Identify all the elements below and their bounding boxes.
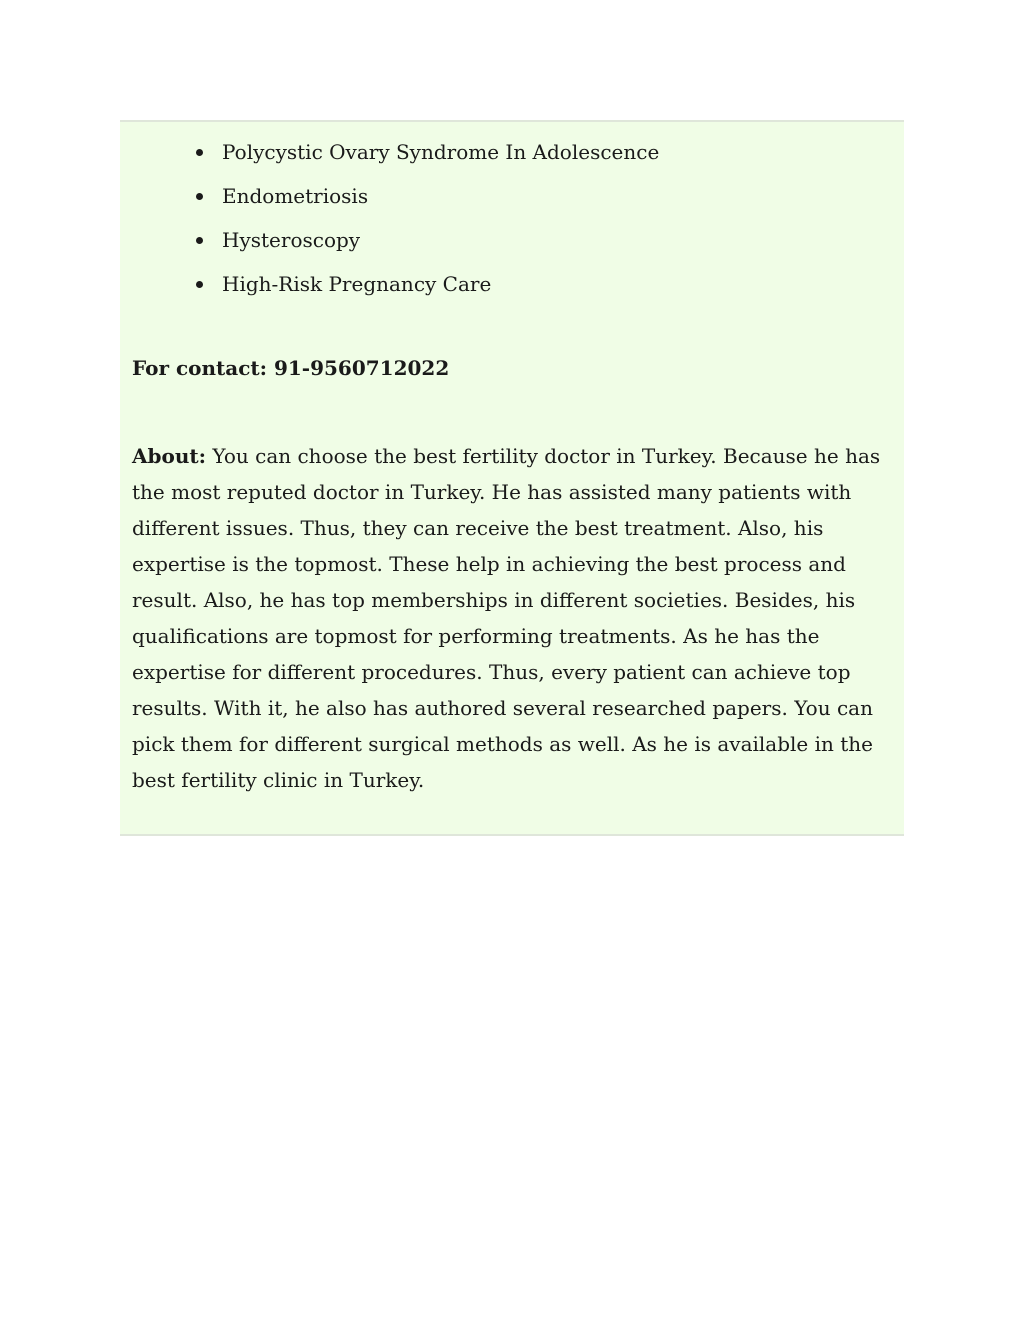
about-label: About: <box>132 444 207 468</box>
about-paragraph <box>132 438 896 798</box>
bullet-icon <box>196 149 203 156</box>
list-item <box>194 174 659 218</box>
list-item <box>194 218 659 262</box>
list-item-label: Endometriosis <box>222 184 369 208</box>
list-item-label: Hysteroscopy <box>222 228 361 252</box>
content-panel <box>120 120 904 836</box>
list-item <box>194 262 659 306</box>
bullet-icon <box>196 281 203 288</box>
contact-line: For contact: 91-9560712022 <box>132 356 450 380</box>
bullet-icon <box>196 237 203 244</box>
services-list <box>194 130 659 306</box>
bullet-icon <box>196 193 203 200</box>
list-item-label: Polycystic Ovary Syndrome In Adolescence <box>222 140 660 164</box>
list-item-label: High-Risk Pregnancy Care <box>222 272 492 296</box>
about-text: You can choose the best fertility doctor in Turkey. Because he has the most reputed doctor in Turkey. He has assisted many patients with different issues. Thus, they can receive the best treatment. Also, his expertise is the topmost. These help in achieving the best process and result. Also, he has top memberships in different societies. Besides, his qualifications are topmost for performing treatments. As he has the expertise for different procedures. Thus, every patient can achieve top results. With it, he also has authored several researched papers. You can pick them for different surgical methods as well. As he is available in the best fertility clinic in Turkey. <box>132 444 881 792</box>
list-item <box>194 130 659 174</box>
